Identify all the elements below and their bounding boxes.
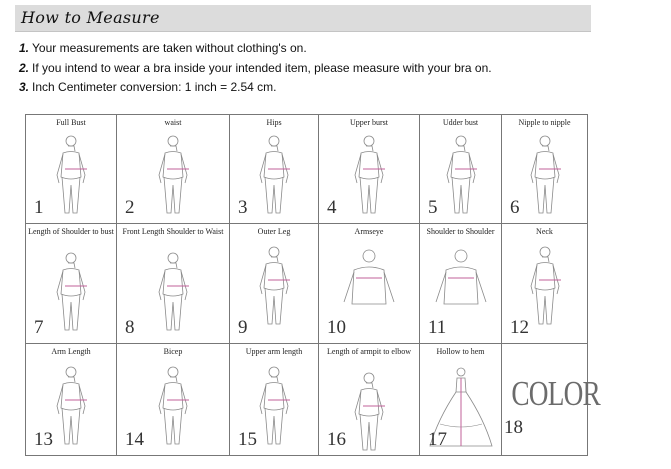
measurement-cell xyxy=(230,224,319,344)
measurement-number: 14 xyxy=(125,429,144,450)
measurement-number: 17 xyxy=(428,429,447,450)
instruction-item xyxy=(19,79,492,99)
measurement-label: Front Length Shoulder to Waist xyxy=(122,227,224,236)
measurement-label: Bicep xyxy=(163,347,183,356)
measurement-label: Outer Leg xyxy=(257,227,291,236)
measurement-cell xyxy=(502,344,600,456)
measurement-cell xyxy=(502,115,588,224)
measurement-number: 12 xyxy=(510,317,529,338)
bicep-figure-icon xyxy=(143,364,203,448)
nipple-to-nipple-figure-icon xyxy=(515,133,575,217)
measurement-cell xyxy=(420,115,502,224)
full-bust-figure-icon xyxy=(41,133,101,217)
measurement-number: 9 xyxy=(238,317,248,338)
instruction-text: Your measurements are taken without clothing's on. xyxy=(32,41,307,55)
measurement-number: 4 xyxy=(327,197,337,218)
measurement-number: 15 xyxy=(238,429,257,450)
under-bust-figure-icon xyxy=(431,133,491,217)
measurement-label: waist xyxy=(164,118,182,127)
instruction-number: 3. xyxy=(19,80,30,94)
measurement-label: Shoulder to Shoulder xyxy=(426,227,495,236)
measurement-cell xyxy=(26,224,117,344)
header-title: How to Measure xyxy=(21,8,160,27)
measurement-cell xyxy=(230,344,319,456)
measurement-number: 2 xyxy=(125,197,135,218)
outer-leg-figure-icon xyxy=(244,244,304,328)
measurement-cell xyxy=(502,224,588,344)
hips-figure-icon xyxy=(244,133,304,217)
instructions-list xyxy=(19,40,492,99)
measurement-number: 7 xyxy=(34,317,44,338)
instruction-text: If you intend to wear a bra inside your intended item, please measure with your bra on. xyxy=(32,60,492,75)
upper-bust-figure-icon xyxy=(339,133,399,217)
measurement-number: 6 xyxy=(510,197,520,218)
instruction-item xyxy=(19,60,492,80)
measurement-cell xyxy=(26,115,117,224)
instruction-number: 2. xyxy=(19,60,30,75)
measurement-label: Length of armpit to elbow xyxy=(327,347,411,356)
measurement-label: Length of Shoulder to bust xyxy=(28,227,114,236)
measurement-cell xyxy=(319,344,420,456)
armseye-figure-icon xyxy=(334,244,404,324)
neck-figure-icon xyxy=(515,244,575,328)
instruction-text: Inch Centimeter conversion: 1 inch = 2.54 cm. xyxy=(32,80,277,94)
measurement-cell xyxy=(319,115,420,224)
measurement-label: Upper burst xyxy=(350,118,388,127)
measurement-label: Neck xyxy=(536,227,553,236)
armpit-to-elbow-figure-icon xyxy=(339,370,399,454)
measurement-label: Armseye xyxy=(354,227,384,236)
measurement-label: Upper arm length xyxy=(245,347,303,356)
measurement-cell xyxy=(230,115,319,224)
measurement-cell xyxy=(420,344,502,456)
measurement-label: Arm Length xyxy=(51,347,91,356)
instruction-number: 1. xyxy=(19,41,30,55)
measurement-number: 13 xyxy=(34,429,53,450)
waist-figure-icon xyxy=(143,133,203,217)
shoulder-to-waist-figure-icon xyxy=(143,250,203,334)
measurement-label: Hips xyxy=(266,118,282,127)
section-header xyxy=(15,5,591,32)
measurement-number: 18 xyxy=(504,417,523,438)
measurement-cell xyxy=(117,344,230,456)
measurement-number: 11 xyxy=(428,317,447,338)
measurement-number: 3 xyxy=(238,197,248,218)
measurement-cell xyxy=(117,115,230,224)
measurement-label: Full Bust xyxy=(56,118,86,127)
measurement-grid xyxy=(25,114,600,456)
shoulder-to-bust-figure-icon xyxy=(41,250,101,334)
measurement-label: Nipple to nipple xyxy=(518,118,571,127)
measurement-cell xyxy=(117,224,230,344)
measurement-number: 1 xyxy=(34,197,44,218)
color-label: COLOR xyxy=(511,374,600,413)
measurement-label: Udder bust xyxy=(442,118,479,127)
shoulder-to-shoulder-figure-icon xyxy=(426,244,496,324)
measurement-number: 10 xyxy=(327,317,346,338)
measurement-number: 16 xyxy=(327,429,346,450)
measurement-cell xyxy=(26,344,117,456)
instruction-item xyxy=(19,40,492,60)
measurement-number: 5 xyxy=(428,197,438,218)
measurement-number: 8 xyxy=(125,317,135,338)
measurement-cell xyxy=(319,224,420,344)
measurement-label: Hollow to hem xyxy=(436,347,485,356)
measurement-cell xyxy=(420,224,502,344)
